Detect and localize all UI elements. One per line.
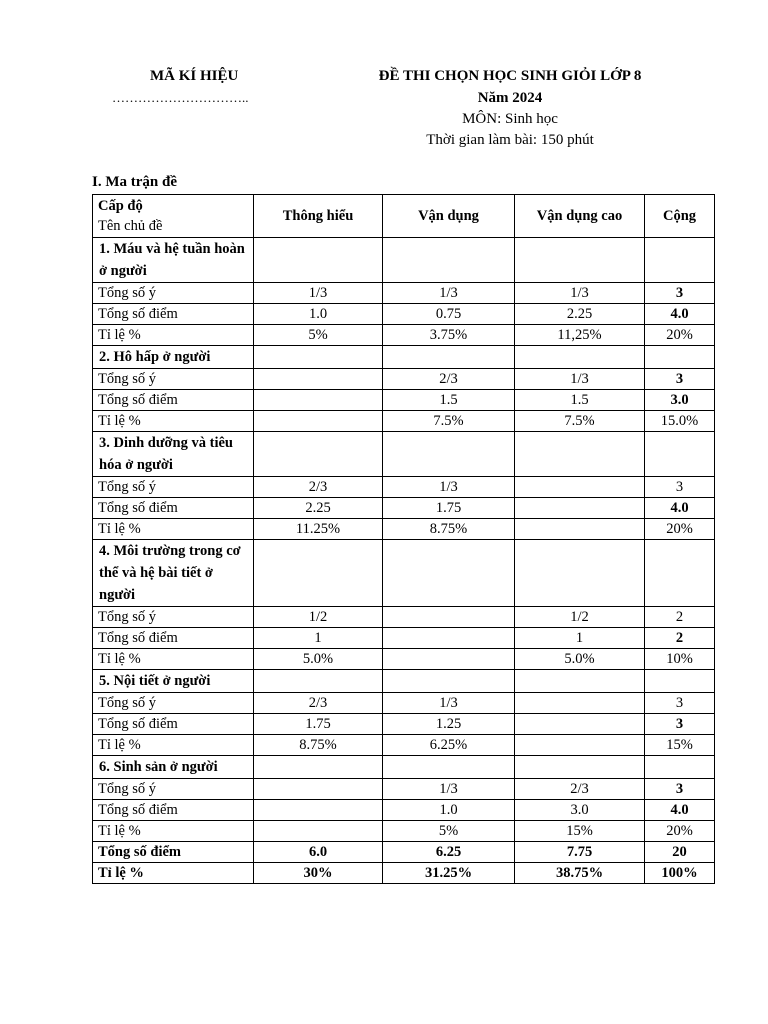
- empty-cell: [515, 238, 645, 283]
- cell-high-application: [515, 693, 645, 714]
- row-label: Tổng số điểm: [93, 304, 254, 325]
- cell-high-application: 3.0: [515, 800, 645, 821]
- exam-time: Thời gian làm bài: 150 phút: [426, 132, 594, 148]
- cell-understanding: 1.75: [254, 714, 383, 735]
- row-label: Tỉ lệ %: [93, 735, 254, 756]
- cell-application: 5%: [383, 821, 515, 842]
- cell-high-application: [515, 498, 645, 519]
- header-cell-high-application: Vận dụng cao: [515, 195, 645, 238]
- empty-cell: [383, 238, 515, 283]
- cell-understanding: 1/2: [254, 607, 383, 628]
- table-row: [93, 304, 715, 325]
- cell-high-application: 15%: [515, 821, 645, 842]
- table-row: [93, 628, 715, 649]
- table-row: [93, 800, 715, 821]
- cell-understanding: 6.0: [254, 842, 383, 863]
- cell-understanding: [254, 821, 383, 842]
- cell-total: 3: [645, 714, 715, 735]
- cell-total: 3: [645, 693, 715, 714]
- cell-understanding: 30%: [254, 863, 383, 884]
- cell-total: 3.0: [645, 390, 715, 411]
- cell-application: 1.75: [383, 498, 515, 519]
- topic-title: 5. Nội tiết ở người: [93, 670, 254, 693]
- cell-application: 1/3: [383, 283, 515, 304]
- topic-title: 2. Hô hấp ở người: [93, 346, 254, 369]
- empty-cell: [254, 670, 383, 693]
- cell-application: 3.75%: [383, 325, 515, 346]
- table-row: [93, 519, 715, 540]
- table-row: [93, 411, 715, 432]
- empty-cell: [254, 432, 383, 477]
- row-label: Tỉ lệ %: [93, 325, 254, 346]
- empty-cell: [645, 670, 715, 693]
- exam-title: ĐỀ THI CHỌN HỌC SINH GIỎI LỚP 8: [378, 68, 642, 84]
- topic-row: [93, 756, 715, 779]
- cell-application: 0.75: [383, 304, 515, 325]
- cell-understanding: 1: [254, 628, 383, 649]
- cell-application: 31.25%: [383, 863, 515, 884]
- cell-high-application: 1: [515, 628, 645, 649]
- empty-cell: [515, 432, 645, 477]
- empty-cell: [383, 670, 515, 693]
- cell-total: 4.0: [645, 304, 715, 325]
- row-label: Tổng số điểm: [93, 714, 254, 735]
- table-row: [93, 693, 715, 714]
- empty-cell: [383, 346, 515, 369]
- cell-high-application: 1.5: [515, 390, 645, 411]
- cell-application: 2/3: [383, 369, 515, 390]
- cell-understanding: [254, 779, 383, 800]
- cell-total: 3: [645, 283, 715, 304]
- header-topic-label: Tên chủ đề: [98, 218, 163, 234]
- row-label: Tổng số điểm: [93, 800, 254, 821]
- topic-title: 1. Máu và hệ tuần hoàn ở người: [93, 238, 254, 283]
- empty-cell: [254, 238, 383, 283]
- header-cell-understanding: Thông hiểu: [254, 195, 383, 238]
- cell-total: 100%: [645, 863, 715, 884]
- cell-total: 4.0: [645, 800, 715, 821]
- cell-application: 1.5: [383, 390, 515, 411]
- cell-understanding: [254, 369, 383, 390]
- exam-subject: MÔN: Sinh học: [462, 111, 558, 127]
- empty-cell: [645, 540, 715, 607]
- cell-understanding: 2/3: [254, 477, 383, 498]
- table-header-row: [93, 195, 715, 238]
- cell-total: 3: [645, 779, 715, 800]
- row-label: Tỉ lệ %: [93, 519, 254, 540]
- header-cell-total: Cộng: [645, 195, 715, 238]
- cell-high-application: 1/3: [515, 369, 645, 390]
- table-row: [93, 477, 715, 498]
- empty-cell: [515, 670, 645, 693]
- empty-cell: [254, 756, 383, 779]
- exam-matrix-table: [92, 194, 715, 884]
- empty-cell: [383, 756, 515, 779]
- row-label: Tổng số ý: [93, 779, 254, 800]
- cell-application: 6.25%: [383, 735, 515, 756]
- cell-total: 20%: [645, 519, 715, 540]
- cell-total: 20%: [645, 821, 715, 842]
- cell-understanding: 11.25%: [254, 519, 383, 540]
- cell-high-application: [515, 735, 645, 756]
- topic-row: [93, 432, 715, 477]
- cell-high-application: 38.75%: [515, 863, 645, 884]
- cell-understanding: 2.25: [254, 498, 383, 519]
- empty-cell: [645, 432, 715, 477]
- topic-title: 6. Sinh sản ở người: [93, 756, 254, 779]
- table-row: [93, 735, 715, 756]
- section-title: I. Ma trận đề: [92, 174, 177, 190]
- empty-cell: [515, 346, 645, 369]
- cell-total: 4.0: [645, 498, 715, 519]
- empty-cell: [645, 238, 715, 283]
- cell-high-application: [515, 477, 645, 498]
- grand-total-row: [93, 863, 715, 884]
- cell-total: 15.0%: [645, 411, 715, 432]
- table-row: [93, 649, 715, 670]
- table-row: [93, 498, 715, 519]
- topic-row: [93, 238, 715, 283]
- cell-application: 6.25: [383, 842, 515, 863]
- empty-cell: [645, 346, 715, 369]
- cell-application: 1.25: [383, 714, 515, 735]
- table-row: [93, 325, 715, 346]
- cell-understanding: 8.75%: [254, 735, 383, 756]
- row-label: Tỉ lệ %: [93, 411, 254, 432]
- cell-application: 8.75%: [383, 519, 515, 540]
- row-label: Tổng số ý: [93, 607, 254, 628]
- topic-row: [93, 346, 715, 369]
- exam-year: Năm 2024: [477, 90, 543, 106]
- cell-total: 15%: [645, 735, 715, 756]
- cell-total: 20: [645, 842, 715, 863]
- row-label: Tổng số ý: [93, 477, 254, 498]
- row-label: Tỉ lệ %: [93, 649, 254, 670]
- table-row: [93, 607, 715, 628]
- table-row: [93, 283, 715, 304]
- cell-total: 3: [645, 477, 715, 498]
- cell-high-application: 2/3: [515, 779, 645, 800]
- cell-total: 2: [645, 607, 715, 628]
- cell-high-application: 2.25: [515, 304, 645, 325]
- header-level-label: Cấp độ: [98, 198, 143, 214]
- cell-high-application: [515, 714, 645, 735]
- row-label: Tỉ lệ %: [93, 821, 254, 842]
- empty-cell: [254, 540, 383, 607]
- cell-application: [383, 607, 515, 628]
- topic-row: [93, 670, 715, 693]
- code-title: MÃ KÍ HIỆU: [150, 68, 239, 84]
- row-label: Tỉ lệ %: [93, 863, 254, 884]
- row-label: Tổng số điểm: [93, 390, 254, 411]
- cell-total: 3: [645, 369, 715, 390]
- cell-application: [383, 628, 515, 649]
- cell-high-application: 7.5%: [515, 411, 645, 432]
- empty-cell: [254, 346, 383, 369]
- cell-high-application: 1/2: [515, 607, 645, 628]
- code-placeholder: …………………………..: [112, 90, 249, 105]
- row-label: Tổng số ý: [93, 283, 254, 304]
- row-label: Tổng số ý: [93, 693, 254, 714]
- cell-high-application: 7.75: [515, 842, 645, 863]
- cell-application: 1.0: [383, 800, 515, 821]
- topic-row: [93, 540, 715, 607]
- empty-cell: [383, 540, 515, 607]
- cell-application: 1/3: [383, 477, 515, 498]
- cell-understanding: 5.0%: [254, 649, 383, 670]
- table-row: [93, 821, 715, 842]
- row-label: Tổng số điểm: [93, 498, 254, 519]
- cell-understanding: [254, 800, 383, 821]
- cell-high-application: 5.0%: [515, 649, 645, 670]
- cell-total: 2: [645, 628, 715, 649]
- cell-high-application: [515, 519, 645, 540]
- cell-understanding: 5%: [254, 325, 383, 346]
- cell-application: [383, 649, 515, 670]
- empty-cell: [383, 432, 515, 477]
- cell-total: 20%: [645, 325, 715, 346]
- header-cell-topic: [93, 195, 254, 238]
- topic-title: 3. Dinh dưỡng và tiêu hóa ở người: [93, 432, 254, 477]
- empty-cell: [645, 756, 715, 779]
- empty-cell: [515, 540, 645, 607]
- cell-total: 10%: [645, 649, 715, 670]
- row-label: Tổng số điểm: [93, 842, 254, 863]
- table-row: [93, 714, 715, 735]
- cell-understanding: 2/3: [254, 693, 383, 714]
- cell-understanding: 1.0: [254, 304, 383, 325]
- cell-understanding: 1/3: [254, 283, 383, 304]
- cell-application: 1/3: [383, 779, 515, 800]
- cell-application: 7.5%: [383, 411, 515, 432]
- row-label: Tổng số điểm: [93, 628, 254, 649]
- header-cell-application: Vận dụng: [383, 195, 515, 238]
- empty-cell: [515, 756, 645, 779]
- cell-application: 1/3: [383, 693, 515, 714]
- cell-high-application: 11,25%: [515, 325, 645, 346]
- cell-high-application: 1/3: [515, 283, 645, 304]
- cell-understanding: [254, 411, 383, 432]
- table-row: [93, 369, 715, 390]
- table-row: [93, 390, 715, 411]
- grand-total-row: [93, 842, 715, 863]
- row-label: Tổng số ý: [93, 369, 254, 390]
- table-row: [93, 779, 715, 800]
- topic-title: 4. Môi trường trong cơ thể và hệ bài tiết ở người: [93, 540, 254, 607]
- cell-understanding: [254, 390, 383, 411]
